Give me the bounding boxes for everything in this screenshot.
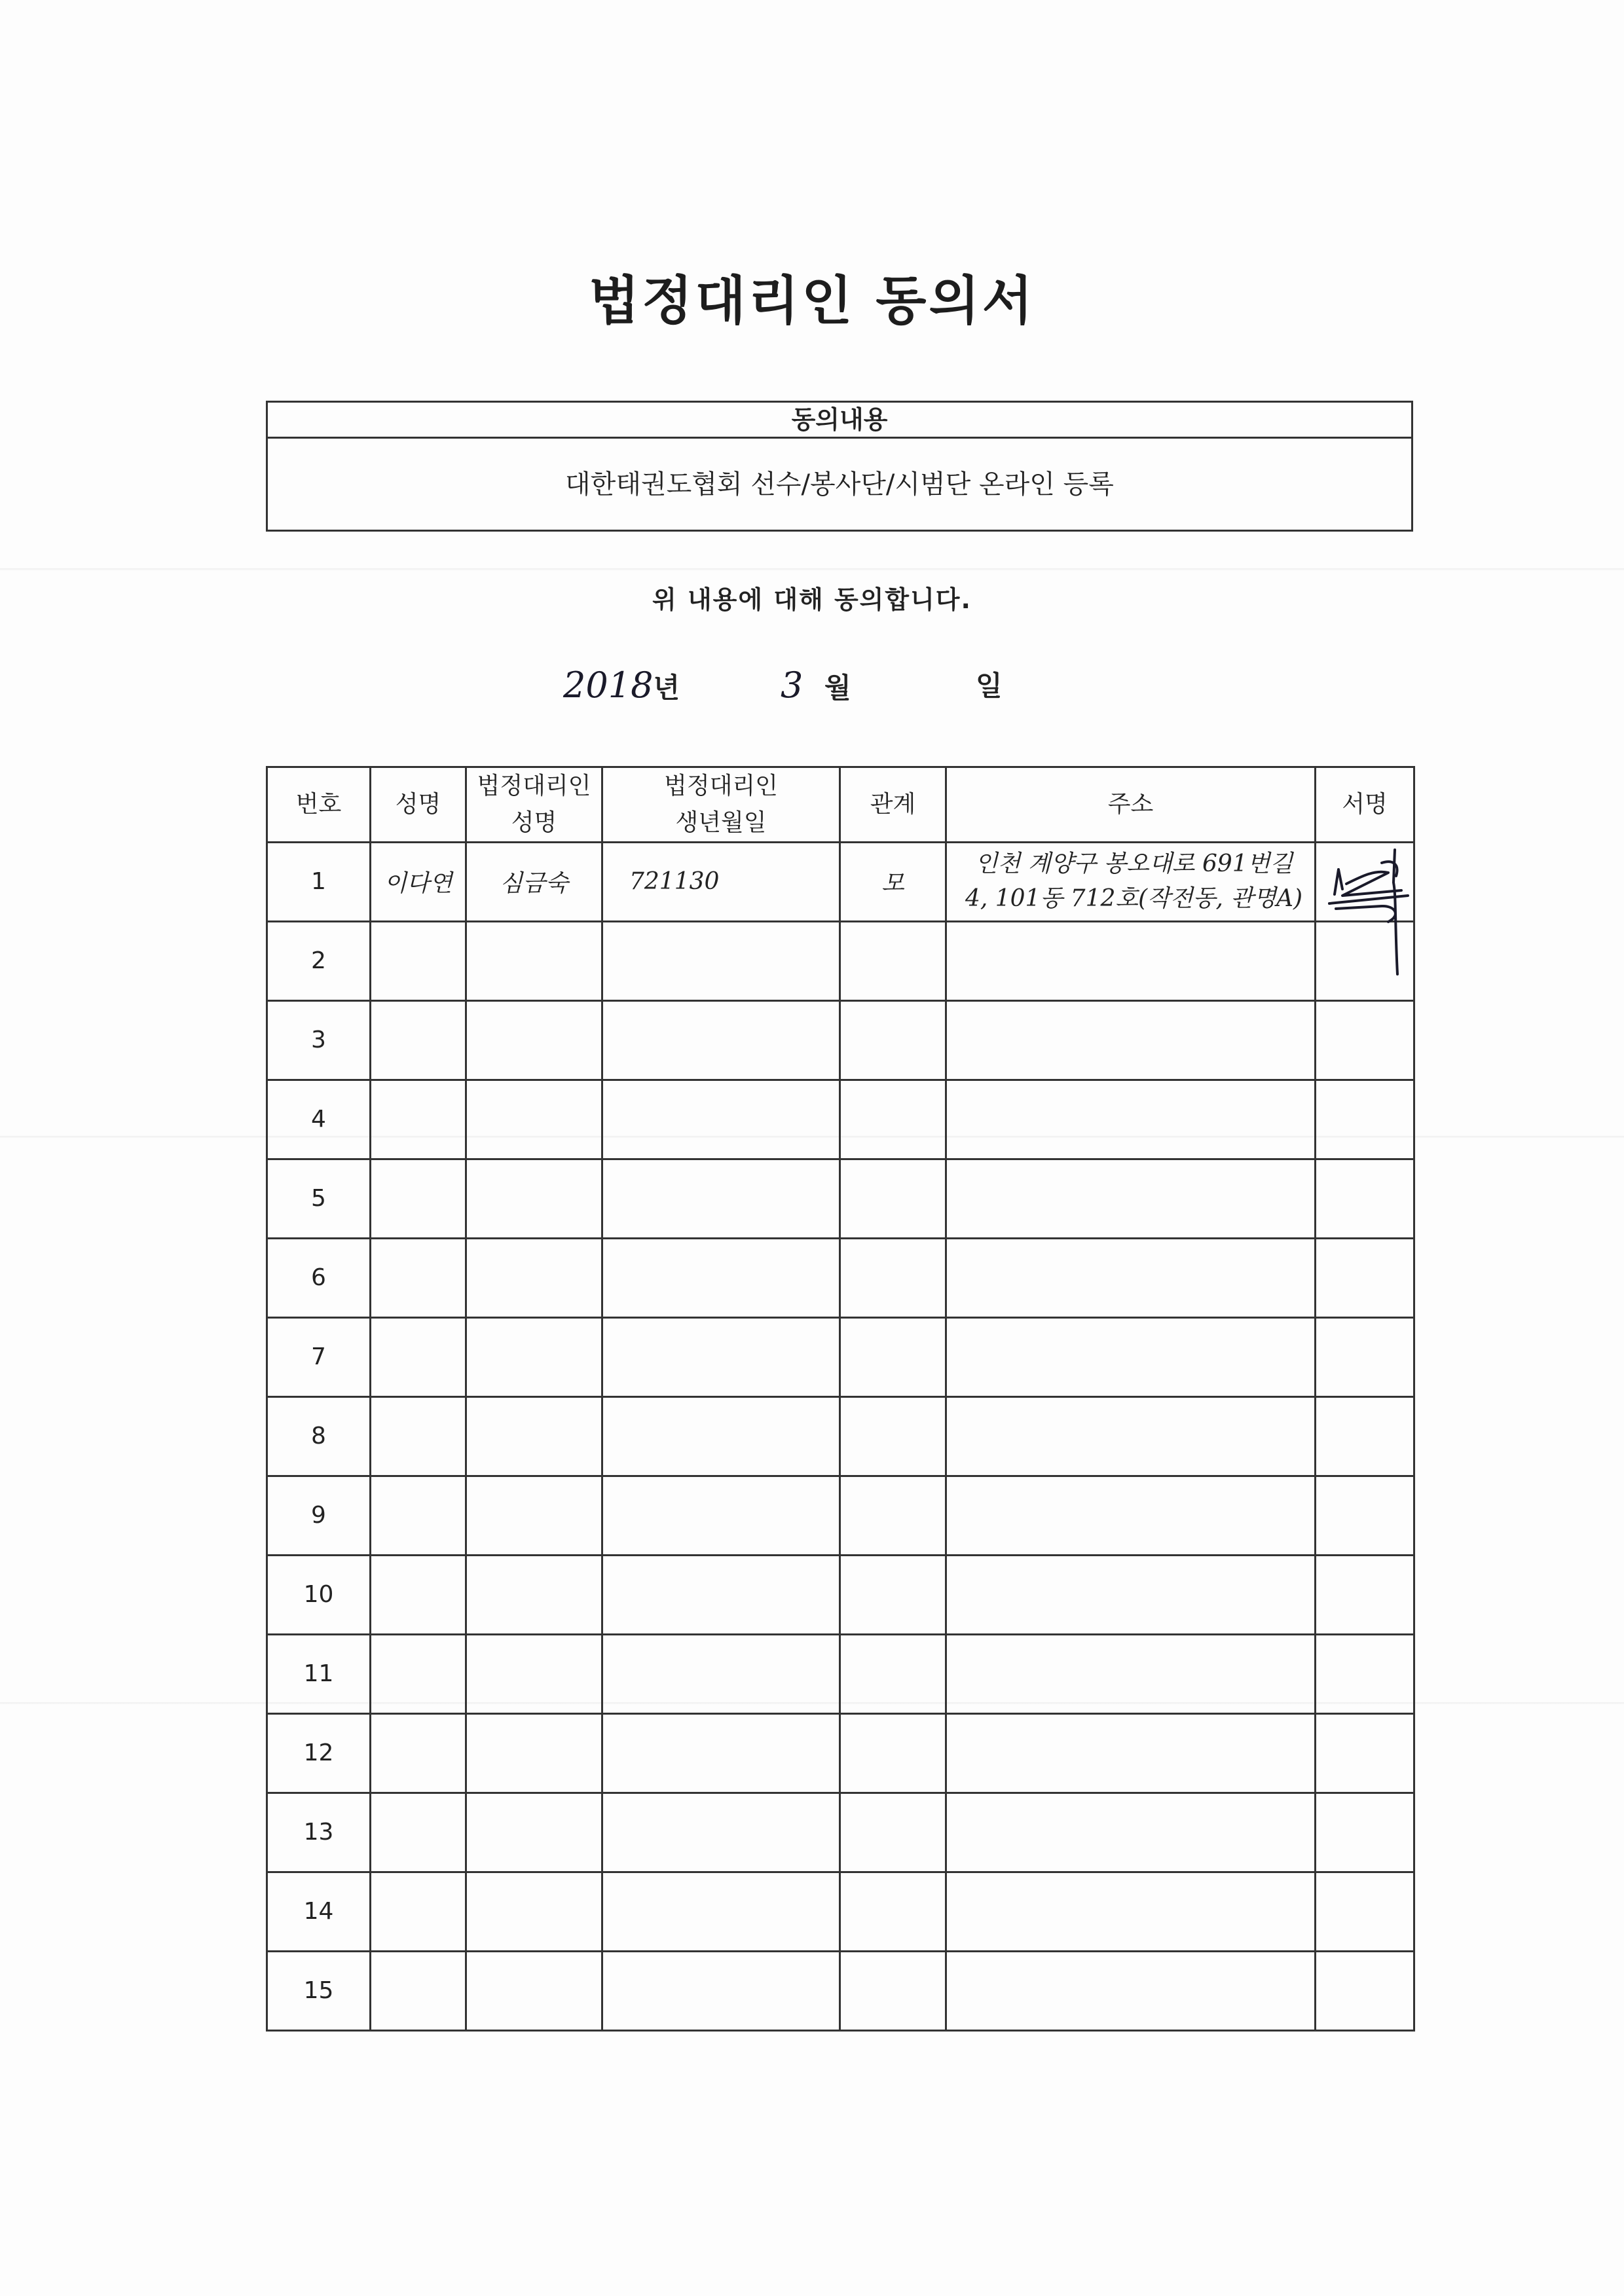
relation [840,1793,946,1872]
header-guardian-name-line2: 성명 [511,809,557,836]
row-number: 12 [267,1713,371,1793]
participant-name [371,1555,466,1634]
signature-cell [1316,1951,1414,2030]
participant-name [371,921,466,1000]
participant-name [371,1238,466,1317]
guardian-birth: 721130 [602,842,840,921]
relation [840,1080,946,1159]
address [946,1159,1316,1238]
signature-cell [1316,1476,1414,1555]
guardian-birth [602,921,840,1000]
signature-cell [1316,1793,1414,1872]
guardian-birth [602,1476,840,1555]
relation [840,1634,946,1713]
row-number: 15 [267,1951,371,2030]
date-month-value: 3 [781,665,803,706]
header-number: 번호 [267,767,371,843]
signature-cell [1316,1634,1414,1713]
guardian-name [466,1159,602,1238]
relation [840,1159,946,1238]
signature-cell [1316,842,1414,921]
date-month-label: 월 [824,672,851,704]
signature-cell [1316,1080,1414,1159]
relation [840,1872,946,1951]
header-name: 성명 [371,767,466,843]
table-row [267,1713,1414,1793]
address [946,1713,1316,1793]
relation [840,921,946,1000]
header-relation: 관계 [840,767,946,843]
guardian-name [466,921,602,1000]
row-number: 3 [267,1000,371,1080]
participant-name [371,1000,466,1080]
guardian-birth [602,1793,840,1872]
date-year-value: 2018 [563,665,654,706]
participant-name [371,1872,466,1951]
guardian-birth [602,1396,840,1476]
guardian-name [466,1951,602,2030]
guardian-name [466,1872,602,1951]
participant-name [371,1634,466,1713]
signature-cell [1316,1317,1414,1396]
header-guardian-birth-line2: 생년월일 [675,809,767,836]
table-row [267,1238,1414,1317]
guardian-birth [602,1317,840,1396]
address [946,1000,1316,1080]
table-row [267,842,1414,921]
consent-box [266,401,1413,532]
relation [840,1951,946,2030]
guardian-birth [602,1238,840,1317]
consent-content: 대한태권도협회 선수/봉사단/시범단 온라인 등록 [565,469,1114,500]
relation: 모 [840,842,946,921]
guardian-name [466,1000,602,1080]
address [946,1872,1316,1951]
row-number: 9 [267,1476,371,1555]
table-row [267,1555,1414,1634]
table-row [267,1793,1414,1872]
participant-name [371,1951,466,2030]
table-header-row [267,767,1414,843]
table-row [267,1872,1414,1951]
address-line1: 인천 계양구 봉오대로 691번길 [974,850,1293,878]
table-row [267,1476,1414,1555]
participant-name [371,1713,466,1793]
guardian-name [466,1713,602,1793]
row-number: 2 [267,921,371,1000]
table-row [267,1317,1414,1396]
table-row [267,1396,1414,1476]
guardian-birth [602,1000,840,1080]
address [946,1080,1316,1159]
guardian-name [466,1793,602,1872]
address [946,842,1316,921]
guardian-name [466,1555,602,1634]
relation [840,1000,946,1080]
row-number: 8 [267,1396,371,1476]
date-year-label: 년 [653,672,680,704]
signature-cell [1316,1238,1414,1317]
address [946,921,1316,1000]
guardian-name [466,1238,602,1317]
document-title: 법정대리인 동의서 [588,270,1036,331]
table-row [267,1000,1414,1080]
consent-heading: 동의내용 [268,403,1411,439]
header-guardian-name-line1: 법정대리인 [477,773,591,799]
guardian-birth [602,1872,840,1951]
row-number: 11 [267,1634,371,1713]
relation [840,1555,946,1634]
row-number: 6 [267,1238,371,1317]
participant-name: 이다연 [371,842,466,921]
signature-cell [1316,1555,1414,1634]
address [946,1317,1316,1396]
date-month [781,665,851,706]
header-guardian-name [466,767,602,843]
guardian-name [466,1317,602,1396]
table-row [267,1951,1414,2030]
relation [840,1238,946,1317]
header-address: 주소 [946,767,1316,843]
header-guardian-birth [602,767,840,843]
guardian-name: 심금숙 [466,842,602,921]
date-day-label: 일 [976,670,1003,702]
header-signature: 서명 [1316,767,1414,843]
address [946,1238,1316,1317]
paper-fold-line [0,568,1624,570]
guardian-name [466,1476,602,1555]
address [946,1951,1316,2030]
participant-name [371,1476,466,1555]
relation [840,1317,946,1396]
date-year [563,665,680,706]
guardian-birth [602,1951,840,2030]
signature-cell [1316,1872,1414,1951]
row-number: 14 [267,1872,371,1951]
participant-name [371,1080,466,1159]
address [946,1634,1316,1713]
guardian-birth [602,1713,840,1793]
address [946,1476,1316,1555]
address [946,1793,1316,1872]
handwritten-signature [1316,843,1421,987]
guardian-birth [602,1555,840,1634]
signature-cell [1316,1396,1414,1476]
guardian-name [466,1634,602,1713]
row-number: 7 [267,1317,371,1396]
table-row [267,1634,1414,1713]
signature-cell [1316,1713,1414,1793]
row-number: 4 [267,1080,371,1159]
address-line2: 4, 101동 712호(작전동, 관명A) [965,884,1303,912]
address [946,1555,1316,1634]
relation [840,1476,946,1555]
guardian-roster-table [266,766,1415,2032]
guardian-name [466,1080,602,1159]
relation [840,1713,946,1793]
header-guardian-birth-line1: 법정대리인 [664,773,778,799]
agreement-statement: 위 내용에 대해 동의합니다. [652,585,972,614]
row-number: 13 [267,1793,371,1872]
date-day [976,665,1003,704]
guardian-name [466,1396,602,1476]
participant-name [371,1396,466,1476]
table-row [267,1159,1414,1238]
guardian-birth [602,1634,840,1713]
signature-cell [1316,1159,1414,1238]
row-number: 5 [267,1159,371,1238]
guardian-birth [602,1080,840,1159]
participant-name [371,1159,466,1238]
participant-name [371,1793,466,1872]
row-number: 10 [267,1555,371,1634]
address [946,1396,1316,1476]
table-row [267,921,1414,1000]
table-row [267,1080,1414,1159]
guardian-birth [602,1159,840,1238]
participant-name [371,1317,466,1396]
signature-cell [1316,1000,1414,1080]
row-number: 1 [267,842,371,921]
relation [840,1396,946,1476]
